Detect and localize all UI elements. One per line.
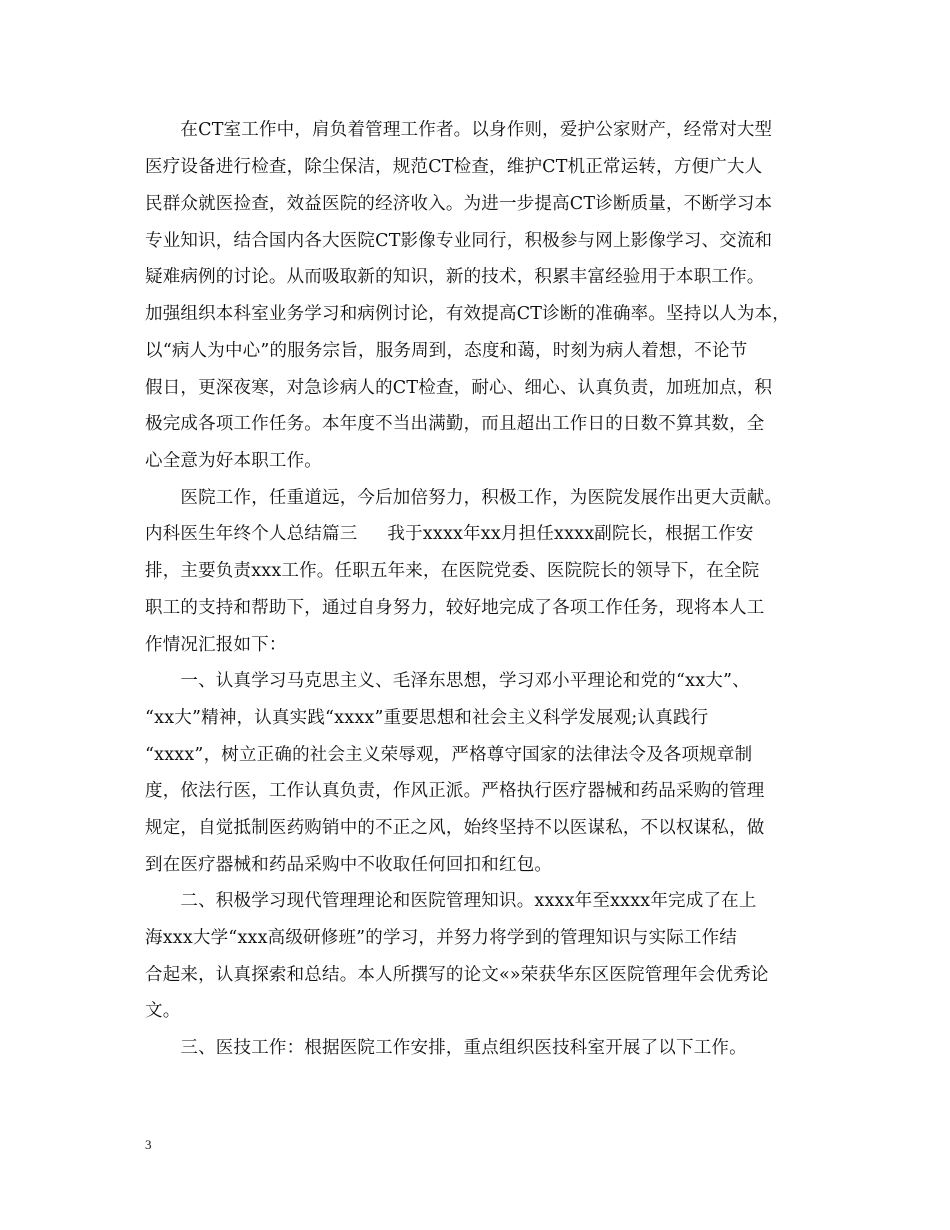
text-line: 二、积极学习现代管理理论和医院管理知识。xxxx年至xxxx年完成了在上 [145, 891, 757, 911]
section-intro-text: 我于xxxx年xx月担任xxxx副院长，根据工作安 [387, 524, 754, 544]
text-line: 作情况汇报如下： [145, 635, 287, 655]
text-line: 职工的支持和帮助下，通过自身努力，较好地完成了各项工作任务，现将本人工 [145, 598, 765, 618]
text-line: 在CT室工作中，肩负着管理工作者。以身作则，爱护公家财产，经常对大型 [145, 120, 773, 140]
text-line: 合起来，认真探索和总结。本人所撰写的论文«»荣获华东区医院管理年会优秀论 [145, 965, 769, 985]
text-line: “xxxx”，树立正确的社会主义荣辱观，严格尊守国家的法律法令及各项规章制 [145, 745, 753, 765]
text-line: 以“病人为中心”的服务宗旨，服务周到，态度和蔼，时刻为病人着想，不论节 [145, 341, 748, 361]
text-line: 假日，更深夜寒，对急诊病人的CT检查，耐心、细心、认真负责，加班加点，积 [145, 378, 773, 398]
text-line: 医疗设备进行检查，除尘保洁，规范CT检查，维护CT机正常运转，方便广大人 [145, 157, 763, 177]
page-number: 3 [145, 1137, 152, 1152]
text-line: 专业知识，结合国内各大医院CT影像专业同行，积极参与网上影像学习、交流和 [145, 231, 773, 251]
text-line: 一、认真学习马克思主义、毛泽东思想，学习邓小平理论和党的“xx大”、 [145, 671, 750, 691]
text-line: 极完成各项工作任务。本年度不当出满勤，而且超出工作日的日数不算其数，全 [145, 414, 765, 434]
text-line: 医院工作，任重道远，今后加倍努力，积极工作，为医院发展作出更大贡献。 [145, 488, 783, 508]
text-line: 疑难病例的讨论。从而吸取新的知识，新的技术，积累丰富经验用于本职工作。 [145, 267, 765, 287]
text-line: 到在医疗器械和药品采购中不收取任何回扣和红包。 [145, 855, 553, 875]
text-line: 文。 [145, 1001, 181, 1021]
text-line: 度，依法行医，工作认真负责，作风正派。严格执行医疗器械和药品采购的管理 [145, 781, 765, 801]
text-line: “xx大”精神，认真实践“xxxx”重要思想和社会主义科学发展观;认真践行 [145, 708, 709, 728]
section-heading: 内科医生年终个人总结篇三 [145, 524, 358, 544]
text-line: 三、医技工作：根据医院工作安排，重点组织医技科室开展了以下工作。 [145, 1038, 747, 1058]
text-line: 规定，自觉抵制医药购销中的不正之风，始终坚持不以医谋私，不以权谋私，做 [145, 818, 765, 838]
text-line: 排，主要负责xxx工作。任职五年来，在医院党委、医院院长的领导下，在全院 [145, 561, 760, 581]
text-line: 加强组织本科室业务学习和病例讨论，有效提高CT诊断的准确率。坚持以人为本， [145, 304, 790, 324]
text-line: 民群众就医捡查，效益医院的经济收入。为进一步提高CT诊断质量，不断学习本 [145, 194, 773, 214]
text-line: 海xxx大学“xxx高级研修班”的学习，并努力将学到的管理知识与实际工作结 [145, 928, 738, 948]
section-heading-line [145, 524, 754, 544]
text-line: 心全意为好本职工作。 [145, 451, 322, 471]
